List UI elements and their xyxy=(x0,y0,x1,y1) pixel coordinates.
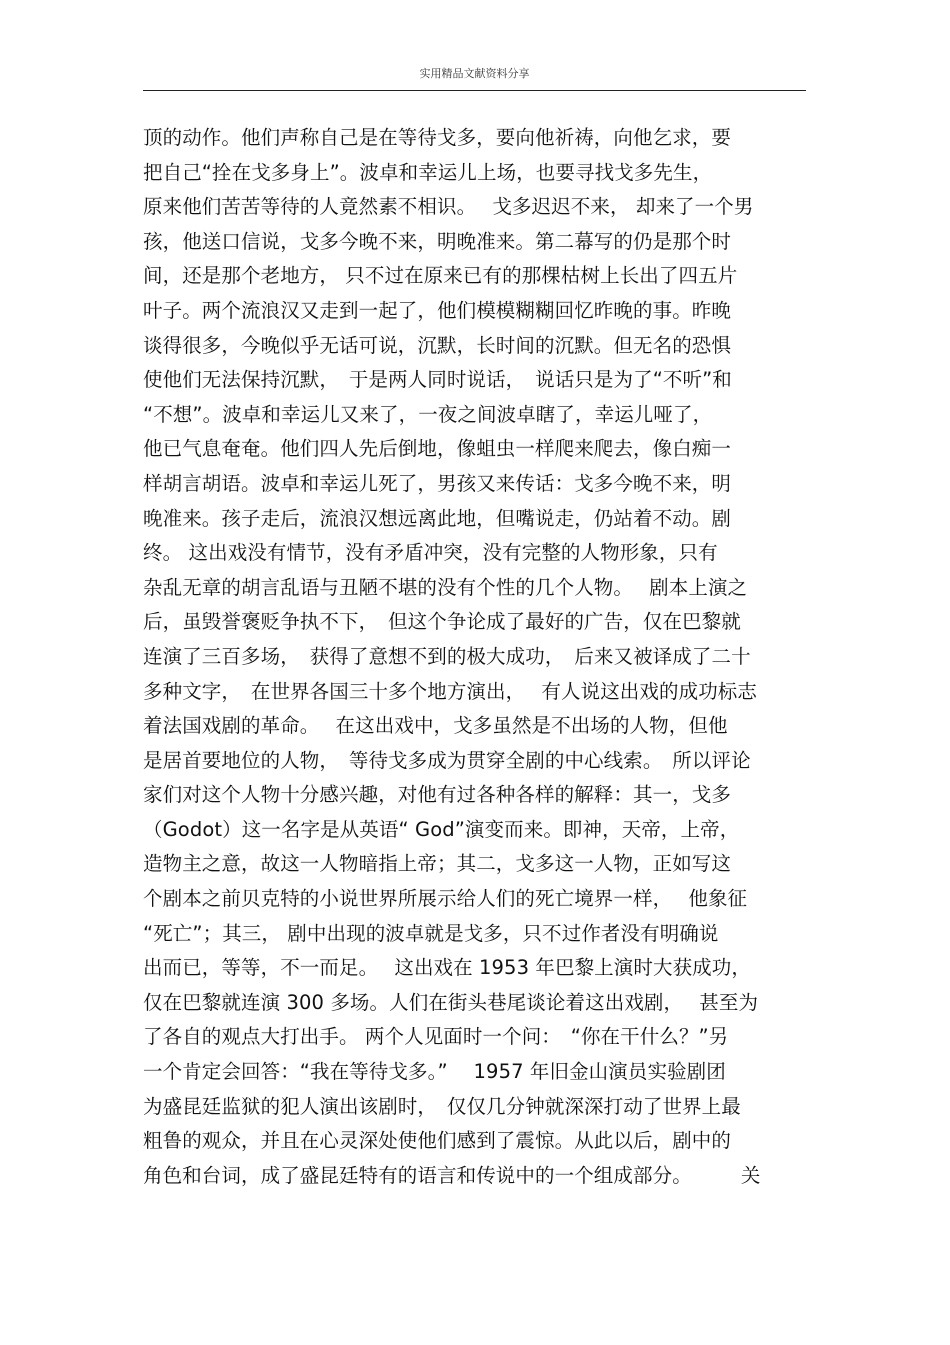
body-line: “死亡”；其三， 剧中出现的波卓就是戈多，只不过作者没有明确说 xyxy=(143,921,719,945)
body-line: 把自己“拴在戈多身上”。波卓和幸运儿上场，也要寻找戈多先生， xyxy=(143,160,713,184)
body-line: 终。 这出戏没有情节，没有矛盾冲突，没有完整的人物形象，只有 xyxy=(143,541,718,565)
body-line: 角色和台词，成了盛昆廷特有的语言和传说中的一个组成部分。 关 xyxy=(143,1163,761,1187)
body-line: 谈得很多，今晚似乎无话可说，沉默，长时间的沉默。但无名的恐惧 xyxy=(143,333,732,357)
body-line: 他已气息奄奄。他们四人先后倒地，像蛆虫一样爬来爬去，像白痴一 xyxy=(143,437,732,461)
body-line: 为盛昆廷监狱的犯人演出该剧时， 仅仅几分钟就深深打动了世界上最 xyxy=(143,1094,741,1118)
body-line: 出而已，等等，不一而足。 这出戏在 1953 年巴黎上演时大获成功， xyxy=(143,956,751,980)
body-line: （Godot）这一名字是从英语“ God”演变而来。即神，天帝，上帝， xyxy=(143,817,740,841)
body-line: 样胡言胡语。波卓和幸运儿死了，男孩又来传话：戈多今晚不来，明 xyxy=(143,471,732,495)
body-line: 叶子。两个流浪汉又走到一起了，他们模模糊糊回忆昨晚的事。昨晚 xyxy=(143,298,732,322)
body-text xyxy=(143,121,808,1193)
body-line: 杂乱无章的胡言乱语与丑陋不堪的没有个性的几个人物。 剧本上演之 xyxy=(143,575,748,599)
page-header-title: 实用精品文献资料分享 xyxy=(419,67,530,80)
body-line: 家们对这个人物十分感兴趣，对他有过各种各样的解释：其一，戈多 xyxy=(143,783,732,807)
body-line: 孩，他送口信说，戈多今晚不来，明晚准来。第二幕写的仍是那个时 xyxy=(143,229,732,253)
body-line: 造物主之意，故这一人物暗指上帝；其二，戈多这一人物，正如写这 xyxy=(143,852,732,876)
body-line: 个剧本之前贝克特的小说世界所展示给人们的死亡境界一样， 他象征 xyxy=(143,887,748,911)
body-line: 连演了三百多场， 获得了意想不到的极大成功， 后来又被译成了二十 xyxy=(143,644,751,668)
body-line: 顶的动作。他们声称自己是在等待戈多，要向他祈祷，向他乞求，要 xyxy=(143,126,732,149)
body-line: 使他们无法保持沉默， 于是两人同时说话， 说话只是为了“不听”和 xyxy=(143,368,732,392)
header-divider xyxy=(143,90,806,91)
body-line: 是居首要地位的人物， 等待戈多成为贯穿全剧的中心线索。 所以评论 xyxy=(143,748,751,772)
body-line: 仅在巴黎就连演 300 多场。人们在街头巷尾谈论着这出戏剧， 甚至为 xyxy=(143,990,759,1014)
body-line: 多种文字， 在世界各国三十多个地方演出， 有人说这出戏的成功标志 xyxy=(143,679,757,703)
body-line: 一个肯定会回答：“我在等待戈多。” 1957 年旧金山演员实验剧团 xyxy=(143,1060,726,1084)
body-line: 粗鲁的观众，并且在心灵深处使他们感到了震惊。从此以后，剧中的 xyxy=(143,1129,732,1153)
body-line: 了各自的观点大打出手。 两个人见面时一个问： “你在干什么？”另 xyxy=(143,1025,729,1049)
body-line: 间，还是那个老地方， 只不过在原来已有的那棵枯树上长出了四五片 xyxy=(143,264,738,288)
body-line: 晚准来。孩子走后，流浪汉想远离此地，但嘴说走，仍站着不动。剧 xyxy=(143,506,732,530)
body-line: 原来他们苦苦等待的人竟然素不相识。 戈多迟迟不来， 却来了一个男 xyxy=(143,195,754,219)
body-line: 着法国戏剧的革命。 在这出戏中，戈多虽然是不出场的人物，但他 xyxy=(143,714,728,738)
body-line: “不想”。波卓和幸运儿又来了，一夜之间波卓瞎了，幸运儿哑了， xyxy=(143,402,713,426)
body-line: 后，虽毁誉褒贬争执不下， 但这个争论成了最好的广告，仅在巴黎就 xyxy=(143,610,741,634)
